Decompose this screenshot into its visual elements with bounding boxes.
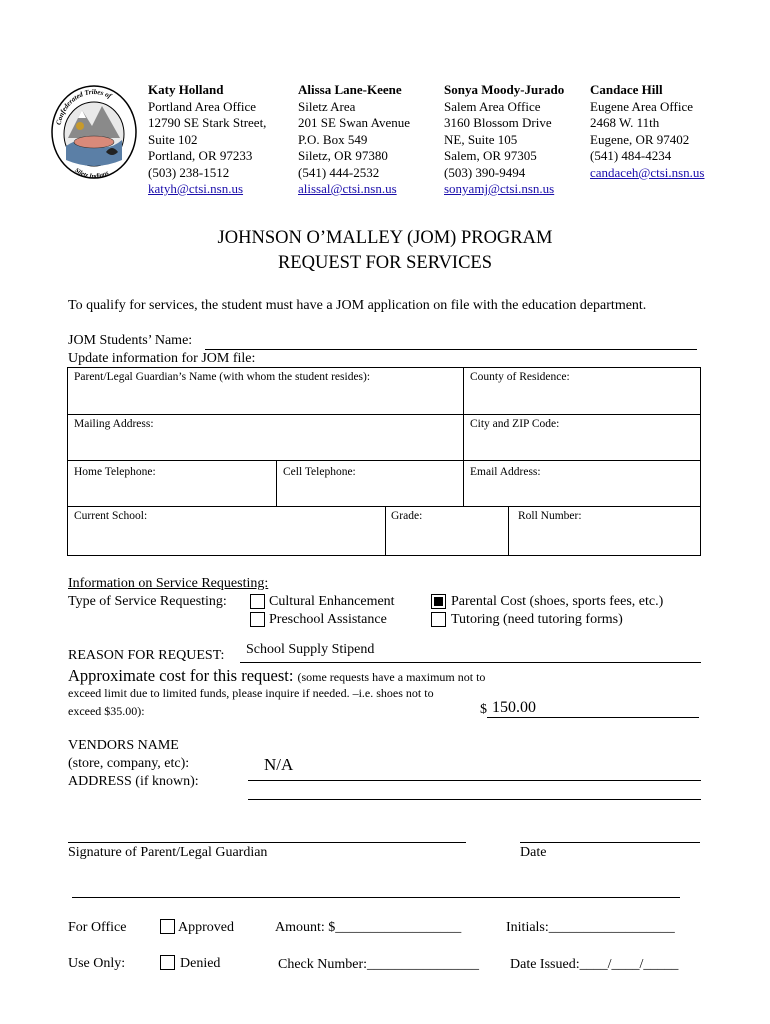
contact-sonya-moody-jurado [444,82,564,198]
signature-field[interactable] [68,842,466,843]
denied-checkbox[interactable] [160,955,175,970]
contact-line: Suite 102 [148,131,198,147]
contact-name: Candace Hill [590,82,663,97]
form-subtitle: REQUEST FOR SERVICES [277,253,493,273]
contact-email-link[interactable]: alissal@ctsi.nsn.us [298,181,397,196]
office-label-line2: Use Only: [68,956,126,971]
date-issued-field[interactable]: Date Issued:____/____/_____ [510,957,679,972]
preschool-assistance-label: Preschool Assistance [269,612,387,627]
contact-name: Sonya Moody-Jurado [444,82,565,97]
approved-label: Approved [178,920,234,935]
contact-line: (541) 444-2532 [298,164,380,180]
mailing-address-field[interactable]: Mailing Address: [74,418,154,430]
contact-line: Portland Area Office [148,98,257,114]
county-field[interactable]: County of Residence: [470,371,570,383]
approx-cost-note-3: exceed $35.00): [68,704,145,718]
contact-email-link[interactable]: sonyamj@ctsi.nsn.us [444,181,555,196]
form-title: JOHNSON O’MALLEY (JOM) PROGRAM [217,228,553,248]
contact-line: Eugene Area Office [590,98,693,114]
contact-line: Eugene, OR 97402 [590,131,690,147]
reason-label: REASON FOR REQUEST: [68,648,225,663]
contact-line: (541) 484-4234 [590,148,672,163]
cultural-enhancement-checkbox[interactable] [250,594,265,609]
amount-field-line [487,717,699,718]
vendors-address-label: ADDRESS (if known): [68,774,199,789]
table-divider [67,460,701,461]
contact-name: Alissa Lane-Keene [298,82,402,97]
students-name-field[interactable] [205,349,697,350]
logo-text-bottom: Siletz Indians [73,166,110,180]
parental-cost-checkbox[interactable] [431,594,446,609]
contact-line: NE, Suite 105 [444,131,518,147]
contact-line: 3160 Blossom Drive [444,115,552,130]
approx-cost-note: (some requests have a maximum not to [297,670,486,684]
intro-text: To qualify for services, the student must have a JOM application on file with the education department. [68,298,647,313]
contact-line: (503) 238-1512 [148,164,230,180]
contact-line: 12790 SE Stark Street, [148,115,267,130]
vendors-name-label: VENDORS NAME [68,738,179,753]
table-divider [67,506,701,507]
contact-line: 201 SE Swan Avenue [298,115,411,130]
table-divider [276,460,277,507]
office-initials-field[interactable]: Initials:__________________ [506,920,675,935]
vendors-value[interactable]: N/A [264,755,294,774]
denied-label: Denied [180,956,221,971]
contact-line: Salem, OR 97305 [444,148,537,163]
currency-symbol: $ [480,702,487,717]
roll-number-field[interactable]: Roll Number: [518,510,582,522]
preschool-assistance-checkbox[interactable] [250,612,265,627]
contact-line: Siletz Area [298,98,356,114]
student-info-table [67,367,701,556]
office-divider [72,897,680,898]
office-amount-field[interactable]: Amount: $__________________ [275,920,462,935]
vendors-store-label: (store, company, etc): [68,756,190,771]
contact-line: Portland, OR 97233 [148,148,253,163]
signature-label: Signature of Parent/Legal Guardian [68,845,268,860]
check-number-field[interactable]: Check Number:________________ [278,957,480,972]
contact-line: Salem Area Office [444,98,541,114]
cultural-enhancement-label: Cultural Enhancement [269,594,395,609]
update-info-label: Update information for JOM file: [68,351,256,366]
date-field[interactable] [520,842,700,843]
contact-line: 2468 W. 11th [590,115,660,130]
reason-value[interactable]: School Supply Stipend [246,642,375,657]
service-type-label: Type of Service Requesting: [68,594,227,609]
contact-email-link[interactable]: katyh@ctsi.nsn.us [148,181,244,196]
guardian-name-field[interactable]: Parent/Legal Guardian’s Name (with whom the student resides): [74,371,371,383]
service-info-heading: Information on Service Requesting: [68,576,269,591]
contact-katy-holland [148,82,266,198]
vendors-address-line[interactable] [248,799,701,800]
table-divider [463,367,464,506]
contact-line: (503) 390-9494 [444,164,526,180]
contact-line: Siletz, OR 97380 [298,148,388,163]
students-name-label: JOM Students’ Name: [68,333,193,348]
contact-candace-hill [590,82,705,181]
vendors-field-line[interactable] [248,780,701,781]
amount-value[interactable]: 150.00 [492,699,536,716]
parental-cost-label: Parental Cost (shoes, sports fees, etc.) [451,594,664,609]
contact-email-link[interactable]: candaceh@ctsi.nsn.us [590,164,705,180]
city-zip-field[interactable]: City and ZIP Code: [470,418,560,430]
current-school-field[interactable]: Current School: [74,510,148,522]
approved-checkbox[interactable] [160,919,175,934]
cell-telephone-field[interactable]: Cell Telephone: [283,466,356,478]
approx-cost-label: Approximate cost for this request: [68,666,294,685]
tutoring-label: Tutoring (need tutoring forms) [451,612,623,627]
office-label-line1: For Office [68,920,127,935]
tribal-logo [50,80,138,180]
logo-text-top: Confederated Tribes of [54,87,113,126]
date-label: Date [520,845,547,860]
table-divider [67,414,701,415]
email-address-field[interactable]: Email Address: [470,466,541,478]
contact-alissa-lane-keene [298,82,410,198]
home-telephone-field[interactable]: Home Telephone: [74,466,156,478]
approx-cost-line [68,666,485,686]
contact-line: P.O. Box 549 [298,131,368,147]
tutoring-checkbox[interactable] [431,612,446,627]
reason-field-line [240,662,701,663]
contact-name: Katy Holland [148,82,224,97]
table-divider [508,506,509,556]
approx-cost-note-2: exceed limit due to limited funds, please inquire if needed. –i.e. shoes not to [68,686,434,700]
table-divider [385,506,386,556]
grade-field[interactable]: Grade: [391,510,423,522]
